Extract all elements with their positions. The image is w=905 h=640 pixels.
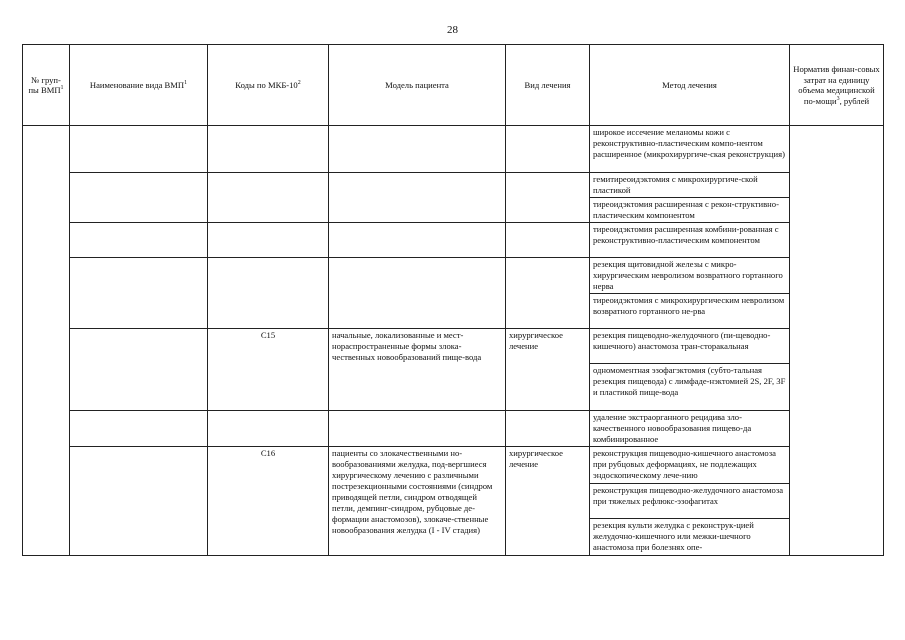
vmp-table [22, 44, 884, 556]
vmp-name-cell [70, 126, 208, 173]
patient-model-cell [329, 223, 506, 258]
treatment-type-cell [506, 173, 590, 223]
table-row [23, 173, 884, 198]
treatment-method-cell: гемитиреоидэктомия с микрохирургиче-ской пластикой [590, 173, 790, 198]
header-treatment-method: Метод лечения [590, 45, 790, 126]
page-number: 28 [447, 24, 458, 36]
icd-code-cell [208, 411, 329, 447]
treatment-type-cell [506, 411, 590, 447]
vmp-name-cell [70, 223, 208, 258]
treatment-type-cell [506, 126, 590, 173]
treatment-type-cell: хирургическое лечение [506, 447, 590, 556]
patient-model-cell: начальные, локализованные и мест-нораспространенные формы злока-чественных новообразований пище-вода [329, 329, 506, 411]
treatment-method-cell: резекция щитовидной железы с микро-хирургическим невролизом возвратного гортанного нерва [590, 258, 790, 294]
header-icd-codes: Коды по МКБ-$10^2$ [208, 45, 329, 126]
vmp-name-cell [70, 173, 208, 223]
table-row [23, 126, 884, 173]
treatment-method-cell: тиреоидэктомия расширенная с рекон-структивно-пластическим компонентом [590, 198, 790, 223]
vmp-name-cell [70, 258, 208, 329]
icd-code-cell [208, 223, 329, 258]
treatment-method-cell: тиреоидэктомия с микрохирургическим невролизом возвратного гортанного не-рва [590, 294, 790, 329]
patient-model-cell: пациенты со злокачественными но-вообразованиями желудка, под-вергшиеся хирургическому лечению с различными пострезекционными состояниями (синдром приводящей петли, синдром отводящей петли, демпинг-синдром, рубцовые де-формации анастомозов), злокаче-ственные новообразования желудка (I - IV стадия) [329, 447, 506, 556]
icd-code-cell [208, 126, 329, 173]
treatment-method-cell: тиреоидэктомия расширенная комбини-рованная с реконструктивно-пластическим компонентом [590, 223, 790, 258]
patient-model-cell [329, 126, 506, 173]
icd-code-cell: C16 [208, 447, 329, 556]
vmp-name-cell [70, 447, 208, 556]
treatment-method-cell: широкое иссечение меланомы кожи с реконструктивно-пластическим компо-нентом расширенное (микрохирургиче-ская реконструкция) [590, 126, 790, 173]
table-row [23, 258, 884, 294]
group-no-cell [23, 126, 70, 556]
icd-code-cell [208, 258, 329, 329]
treatment-type-cell: хирургическое лечение [506, 329, 590, 411]
treatment-method-cell: реконструкция пищеводно-кишечного анастомоза при рубцовых деформациях, не подлежащих эндоскопическому лече-нию [590, 447, 790, 484]
patient-model-cell [329, 258, 506, 329]
treatment-type-cell [506, 258, 590, 329]
treatment-method-cell: удаление экстраорганного рецидива зло-качественного новообразования пищево-да комбинированное [590, 411, 790, 447]
icd-code-cell: C15 [208, 329, 329, 411]
icd-code-cell [208, 173, 329, 223]
header-group-no: № груп-пы ВМП$^1$ [23, 45, 70, 126]
vmp-name-cell [70, 411, 208, 447]
cost-norm-cell [790, 126, 884, 556]
header-treatment-type: Вид лечения [506, 45, 590, 126]
header-row [23, 45, 884, 126]
patient-model-cell [329, 173, 506, 223]
treatment-method-cell: одномоментная эзофагэктомия (субто-тальная резекция пищевода) с лимфаде-нэктомией 2S, 2F, 3F и пластикой пище-вода [590, 364, 790, 411]
patient-model-cell [329, 411, 506, 447]
table-row [23, 329, 884, 364]
treatment-type-cell [506, 223, 590, 258]
header-patient-model: Модель пациента [329, 45, 506, 126]
treatment-method-cell: резекция культи желудка с реконструк-цией желудочно-кишечного или межки-шечного анастомоза при болезнях опе- [590, 519, 790, 556]
header-cost-norm: Норматив финан-совых затрат на единицу объема медицинской по-мощи$^3$, рублей [790, 45, 884, 126]
vmp-name-cell [70, 329, 208, 411]
table-row [23, 411, 884, 447]
table-row [23, 223, 884, 258]
table-row [23, 447, 884, 484]
treatment-method-cell: резекция пищеводно-желудочного (пи-щеводно-кишечного) анастомоза тран-сторакальная [590, 329, 790, 364]
treatment-method-cell: реконструкция пищеводно-желудочного анастомоза при тяжелых рефлюкс-эзофагитах [590, 484, 790, 519]
header-vmp-name: Наименование вида ВМП$^1$ [70, 45, 208, 126]
